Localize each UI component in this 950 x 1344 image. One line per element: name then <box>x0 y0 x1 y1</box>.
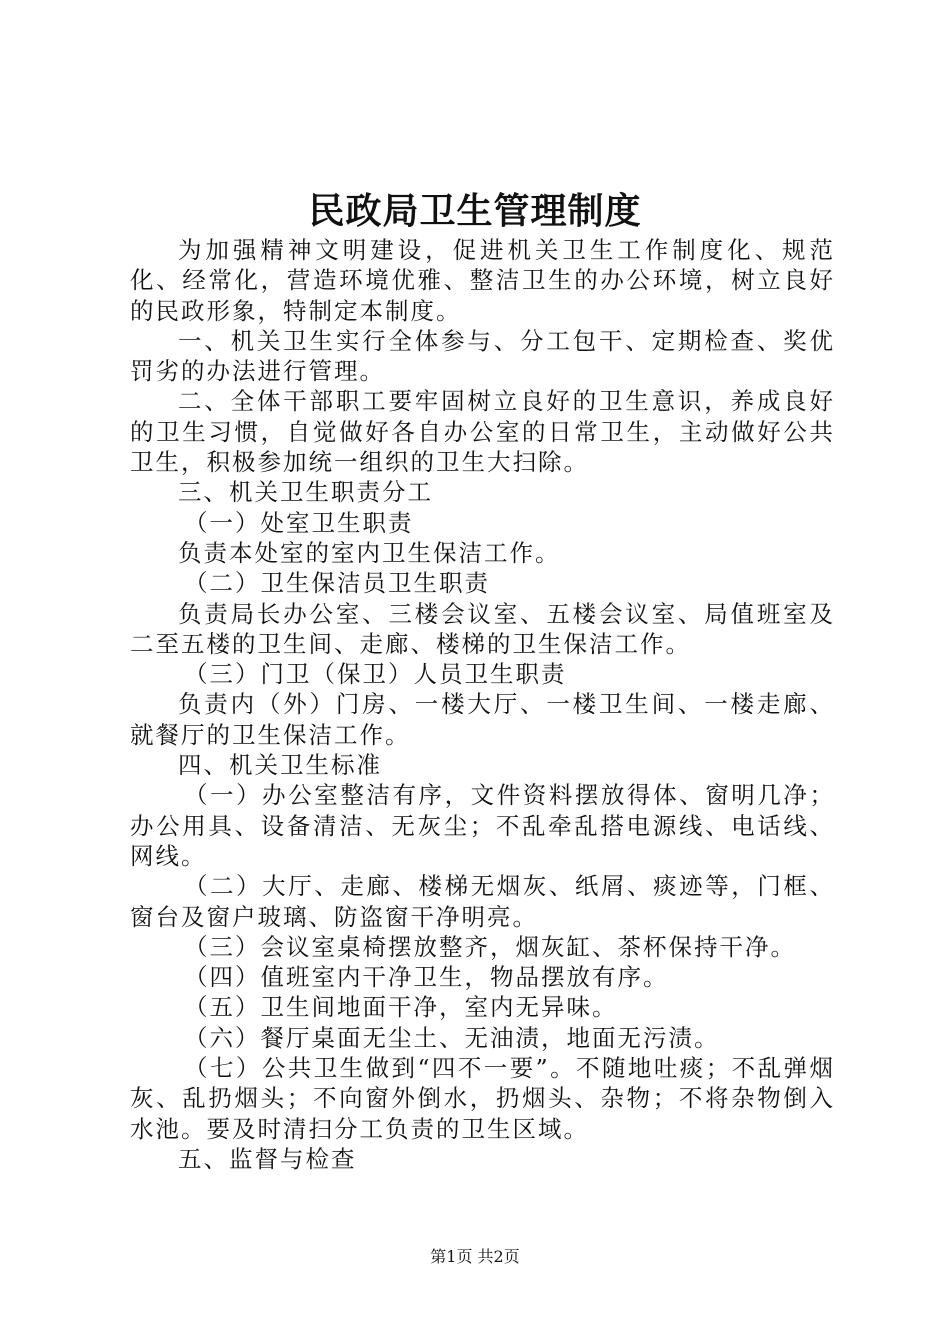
paragraph: （五）卫生间地面干净，室内无异味。 <box>184 993 618 1022</box>
paragraph: 负责内（外）门房、一楼大厅、一楼卫生间、一楼走廊、就餐厅的卫生保洁工作。 <box>130 690 835 749</box>
paragraph: （三）会议室桌椅摆放整齐，烟灰缸、茶杯保持干净。 <box>184 932 796 961</box>
subsection-heading: （一）处室卫生职责 <box>184 508 414 537</box>
paragraph: 为加强精神文明建设，促进机关卫生工作制度化、规范化、经常化，营造环境优雅、整洁卫生的办公环境，树立良好的民政形象，特制定本制度。 <box>130 236 835 325</box>
subsection-heading: （二）卫生保洁员卫生职责 <box>184 569 490 598</box>
subsection-heading: （三）门卫（保卫）人员卫生职责 <box>184 660 567 689</box>
paragraph: （一）办公室整洁有序，文件资料摆放得体、窗明几净；办公用具、设备清洁、无灰尘；不乱牵乱搭电源线、电话线、网线。 <box>130 781 835 870</box>
paragraph: 一、机关卫生实行全体参与、分工包干、定期检查、奖优罚劣的办法进行管理。 <box>130 326 835 386</box>
paragraph: （四）值班室内干净卫生，物品摆放有序。 <box>184 963 669 992</box>
section-heading: 五、监督与检查 <box>178 1144 357 1173</box>
paragraph: 二、全体干部职工要牢固树立良好的卫生意识，养成良好的卫生习惯，自觉做好各自办公室的日常卫生，主动做好公共卫生，积极参加统一组织的卫生大扫除。 <box>130 387 835 477</box>
paragraph: 负责本处室的室内卫生保洁工作。 <box>178 538 561 567</box>
page-footer: 第1页 共2页 <box>430 1247 520 1266</box>
paragraph: 负责局长办公室、三楼会议室、五楼会议室、局值班室及二至五楼的卫生间、走廊、楼梯的卫生保洁工作。 <box>130 599 835 658</box>
paragraph: （六）餐厅桌面无尘土、无油渍，地面无污渍。 <box>184 1023 720 1052</box>
document-title: 民政局卫生管理制度 <box>308 190 642 232</box>
paragraph: （七）公共卫生做到“四不一要”。不随地吐痰；不乱弹烟灰、乱扔烟头；不向窗外倒水，扔烟头、杂物；不将杂物倒入水池。要及时清扫分工负责的卫生区域。 <box>130 1054 835 1143</box>
document-body <box>130 235 835 1174</box>
section-heading: 三、机关卫生职责分工 <box>178 478 433 507</box>
section-heading: 四、机关卫生标准 <box>178 751 382 780</box>
paragraph: （二）大厅、走廊、楼梯无烟灰、纸屑、痰迹等，门框、窗台及窗户玻璃、防盗窗干净明亮。 <box>130 872 835 931</box>
